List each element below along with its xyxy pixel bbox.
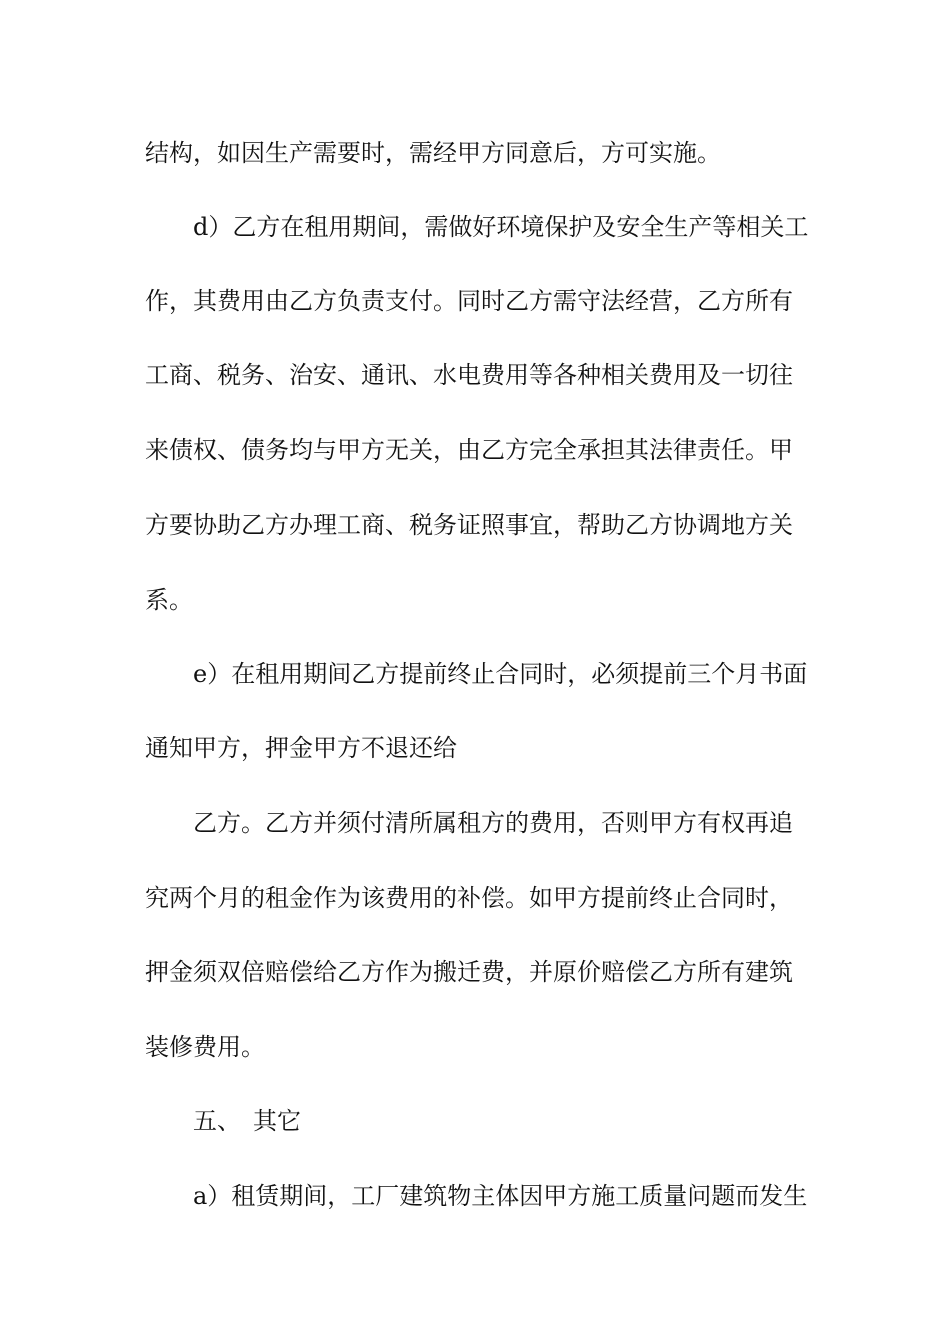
text-line: 押金须双倍赔偿给乙方作为搬迁费，并原价赔偿乙方所有建筑 [145, 958, 793, 986]
text-line: 作，其费用由乙方负责支付。同时乙方需守法经营，乙方所有 [145, 287, 793, 315]
text-line: 通知甲方，押金甲方不退还给 [145, 734, 457, 762]
section-heading: 五、 其它 [193, 1107, 301, 1135]
text-line: a）租赁期间，工厂建筑物主体因甲方施工质量问题而发生 [193, 1182, 808, 1210]
text-line: 系。 [145, 586, 193, 614]
text-line: d）乙方在租用期间，需做好环境保护及安全生产等相关工 [193, 213, 809, 241]
text-line: 装修费用。 [145, 1033, 265, 1061]
text-line: e）在租用期间乙方提前终止合同时，必须提前三个月书面 [193, 660, 808, 688]
text-line: 乙方。乙方并须付清所属租方的费用，否则甲方有权再追 [193, 809, 793, 837]
text-line: 结构，如因生产需要时，需经甲方同意后，方可实施。 [145, 139, 721, 167]
text-line: 究两个月的租金作为该费用的补偿。如甲方提前终止合同时， [145, 884, 793, 912]
text-line: 工商、税务、治安、通讯、水电费用等各种相关费用及一切往 [145, 361, 793, 389]
text-line: 方要协助乙方办理工商、税务证照事宜，帮助乙方协调地方关 [145, 511, 793, 539]
text-line: 来债权、债务均与甲方无关，由乙方完全承担其法律责任。甲 [145, 436, 793, 464]
